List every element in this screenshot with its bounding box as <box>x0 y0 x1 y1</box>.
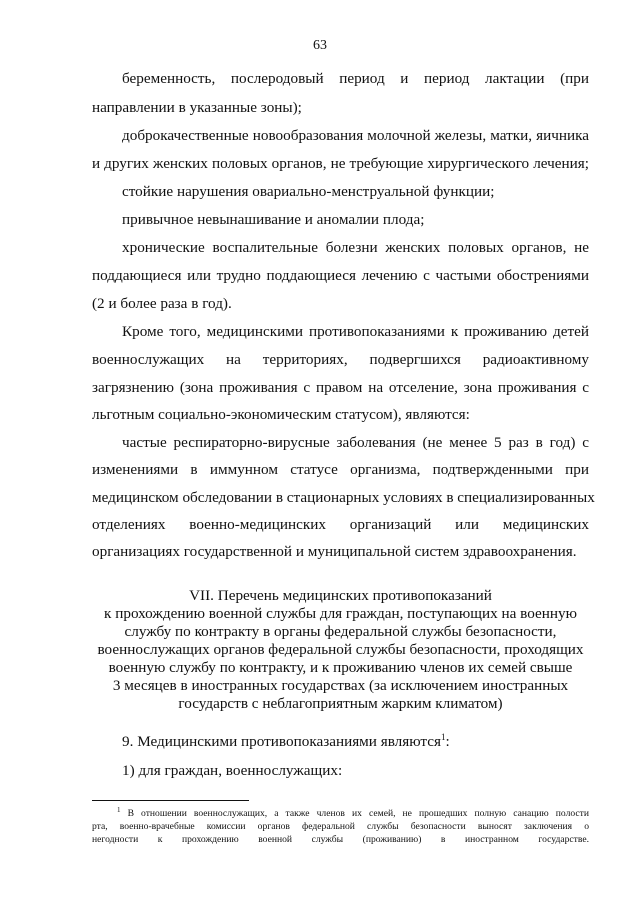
text-line: и других женских половых органов, не требующие хирургического лечения; <box>92 155 589 172</box>
section-heading-line: 3 месяцев в иностранных государствах (за исключением иностранных <box>112 677 569 694</box>
text-line: организациях государственной и муниципальной систем здравоохранения. <box>92 543 577 560</box>
page-number: 63 <box>313 38 327 53</box>
text-line: доброкачественные новообразования молочной железы, матки, яичника <box>122 127 589 144</box>
footnote-reference: 1 <box>440 731 446 742</box>
text-line: направлении в указанные зоны); <box>92 99 302 116</box>
text-line: Кроме того, медицинскими противопоказаниями к проживанию детей <box>122 323 589 340</box>
text-line: медицинском обследовании в стационарных условиях в специализированных <box>92 489 595 506</box>
text-line: изменениями в иммунном статусе организма, подтвержденными при <box>92 461 589 478</box>
footnote-line: негодности к прохождению военной службы (проживанию) в иностранном государстве. <box>92 834 589 845</box>
text-line: отделениях военно-медицинских организаций или медицинских <box>92 516 589 533</box>
footnote-line: $^1$ В отношении военнослужащих, а также членов их семей, не прошедших полную санацию полости <box>117 805 589 819</box>
text-line: хронические воспалительные болезни женских половых органов, не <box>122 239 589 256</box>
text-line: частые респираторно-вирусные заболевания (не менее 5 раз в год) с <box>122 434 589 451</box>
section-heading-line: службу по контракту в органы федеральной службы безопасности, <box>124 623 557 640</box>
text-line: стойкие нарушения овариально-менструальной функции; <box>122 183 495 200</box>
item-9-text: 9. Медицинскими противопоказаниями являются$^1$: <box>122 731 450 750</box>
section-heading-line: VII. Перечень медицинских противопоказаний <box>189 587 492 604</box>
text-line: поддающиеся или трудно поддающиеся лечению с частыми обострениями <box>92 267 589 284</box>
text-line: привычное невынашивание и аномалии плода; <box>122 211 425 228</box>
text-line: (2 и более раза в год). <box>92 295 232 312</box>
footnote-marker: 1 <box>117 805 121 814</box>
section-heading-line: государств с неблагоприятным жарким климатом) <box>178 695 503 712</box>
footnote-separator <box>92 800 249 801</box>
text-line: льготным социально-экономическим статусом), являются: <box>92 406 470 423</box>
text-line: военнослужащих на территориях, подвергшихся радиоактивному <box>92 351 589 368</box>
section-heading-line: к прохождению военной службы для граждан, поступающих на военную <box>104 605 577 622</box>
section-heading-line: военнослужащих органов федеральной службы безопасности, проходящих <box>97 641 584 658</box>
section-heading-line: военную службу по контракту, и к проживанию членов их семей свыше <box>108 659 573 676</box>
item-1-text: 1) для граждан, военнослужащих: <box>122 762 343 779</box>
text-line: беременность, послеродовый период и период лактации (при <box>122 70 589 87</box>
text-line: загрязнению (зона проживания с правом на отселение, зона проживания с <box>92 379 589 396</box>
footnote-line: рта, военно-врачебные комиссии органов федеральной службы безопасности выносят заключения о <box>92 821 589 832</box>
